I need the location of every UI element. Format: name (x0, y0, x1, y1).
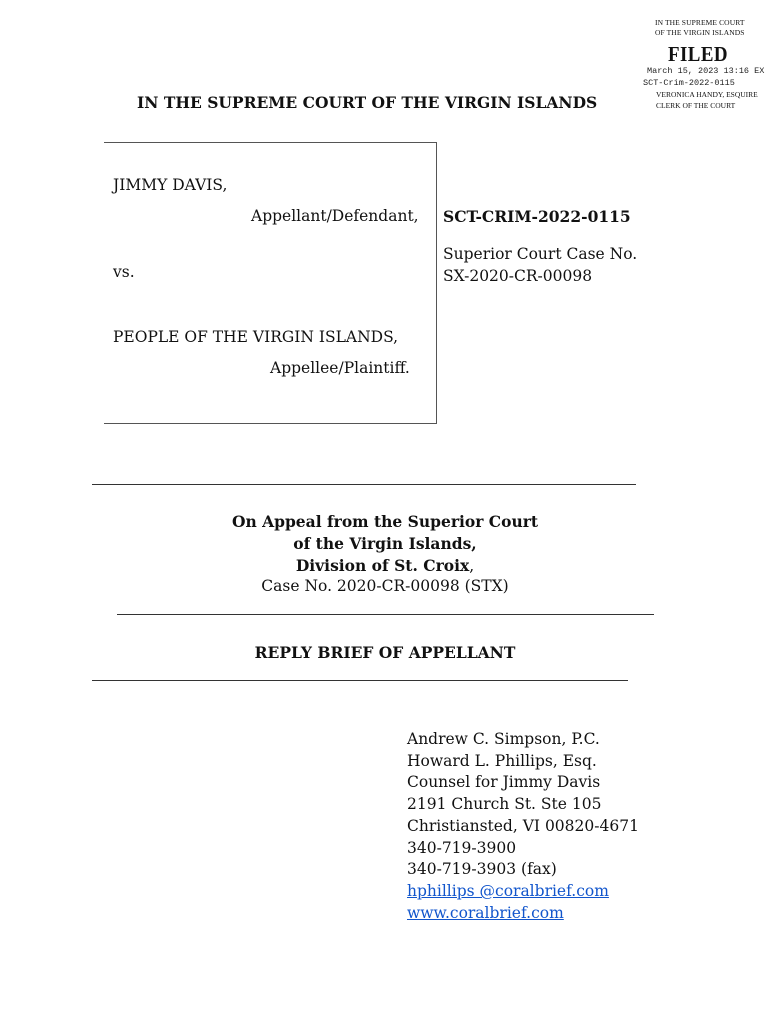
stamp-court-line2: OF THE VIRGIN ISLANDS (655, 28, 745, 37)
counsel-block (407, 729, 639, 924)
counsel-city: Christiansted, VI 00820-4671 (407, 816, 639, 835)
stamp-docket: SCT-Crim-2022-0115 (643, 78, 735, 88)
stamp-clerk-title: CLERK OF THE COURT (656, 101, 736, 110)
court-title: IN THE SUPREME COURT OF THE VIRGIN ISLANDS (137, 93, 598, 112)
appellee-name: PEOPLE OF THE VIRGIN ISLANDS, (113, 328, 399, 346)
counsel-role: Counsel for Jimmy Davis (407, 773, 601, 792)
appellee-role: Appellee/Plaintiff. (270, 359, 410, 377)
stamp-clerk-name: VERONICA HANDY, ESQUIRE (656, 90, 758, 99)
superior-case-number: SX-2020-CR-00098 (443, 267, 593, 285)
counsel-firm: Andrew C. Simpson, P.C. (407, 730, 600, 748)
counsel-email-link[interactable]: hphillips @coralbrief.com (407, 881, 609, 900)
divider-bottom (92, 680, 628, 681)
appellant-name: JIMMY DAVIS, (113, 176, 228, 194)
counsel-street: 2191 Church St. Ste 105 (407, 795, 602, 814)
appeal-line-4: Case No. 2020-CR-00098 (STX) (261, 577, 509, 595)
appeal-line-3 (0, 556, 770, 575)
appeal-line-2: of the Virgin Islands, (293, 534, 477, 553)
stamp-filed-label: FILED (668, 42, 729, 66)
versus-label: vs. (113, 263, 135, 281)
supreme-case-number: SCT-CRIM-2022-0115 (443, 207, 631, 226)
appeal-division: Division of St. Croix (295, 556, 470, 575)
stamp-court-line1: IN THE SUPREME COURT (655, 18, 745, 27)
appellant-role: Appellant/Defendant, (251, 207, 419, 225)
stamp-filed-datetime: March 15, 2023 13:16 EX (647, 66, 765, 76)
divider-middle (117, 614, 654, 615)
counsel-fax: 340-719-3903 (fax) (407, 860, 557, 879)
appeal-line-1: On Appeal from the Superior Court (231, 512, 539, 531)
brief-title: REPLY BRIEF OF APPELLANT (254, 643, 516, 662)
superior-case-label: Superior Court Case No. (443, 245, 638, 263)
appeal-division-comma: , (469, 557, 475, 575)
divider-top (92, 484, 636, 485)
counsel-website-link[interactable]: www.coralbrief.com (407, 903, 564, 922)
filing-stamp (636, 16, 766, 116)
counsel-phone: 340-719-3900 (407, 838, 517, 857)
counsel-attorney: Howard L. Phillips, Esq. (407, 751, 597, 770)
